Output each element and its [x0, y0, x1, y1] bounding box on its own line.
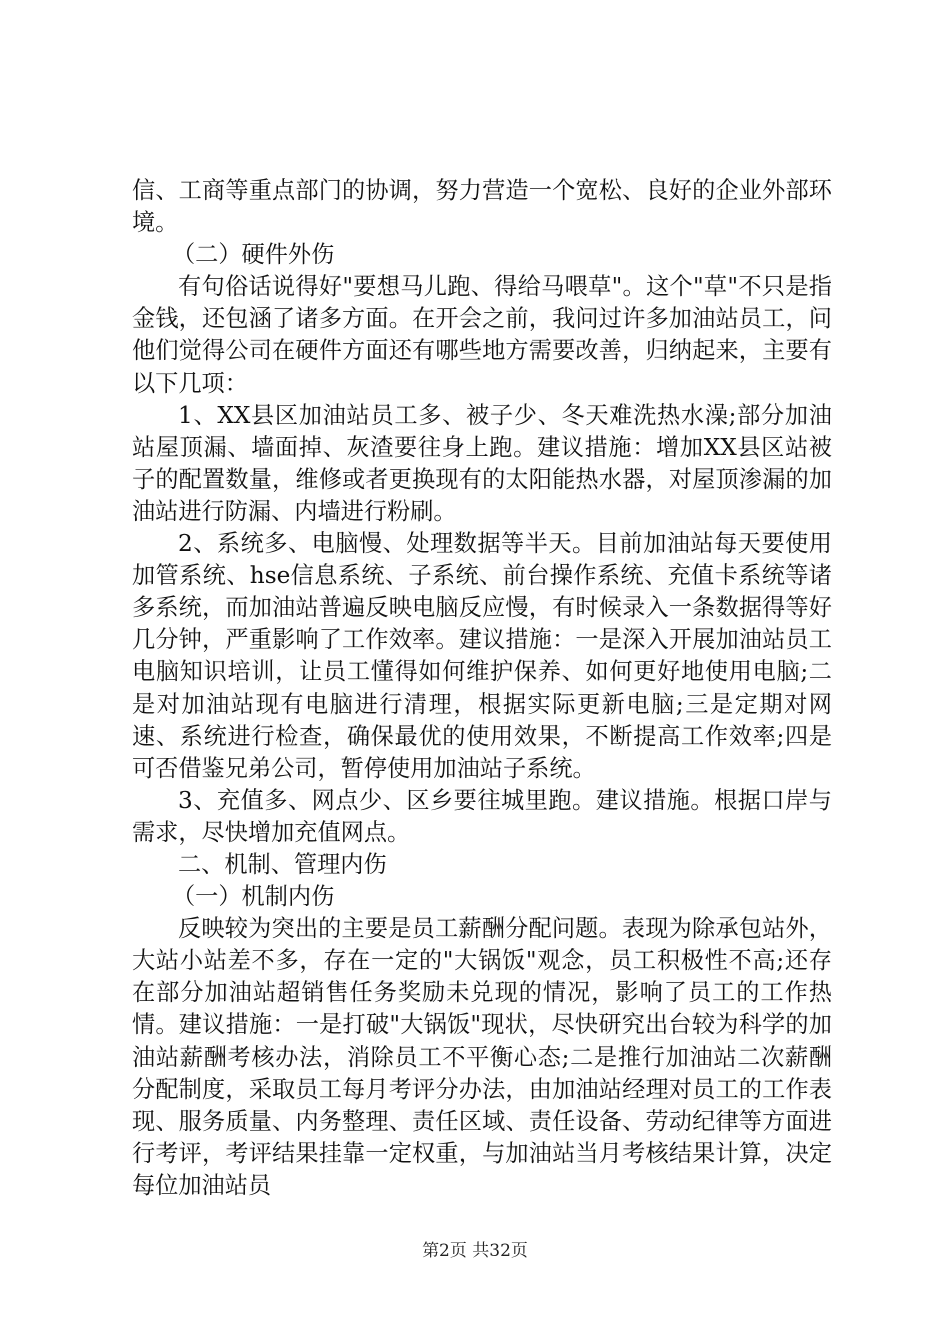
- paragraph-saying: 有句俗话说得好"要想马儿跑、得给马喂草"。这个"草"不只是指金钱，还包涵了诸多方面。在开会之前，我问过许多加油站员工，问他们觉得公司在硬件方面还有哪些地方需要改善，归纳起来，主要有以下几项：: [132, 273, 832, 397]
- paragraph-item-1: 1、XX县区加油站员工多、被子少、冬天难洗热水澡;部分加油站屋顶漏、墙面掉、灰渣要往身上跑。建议措施：增加XX县区站被子的配置数量，维修或者更换现有的太阳能热水器，对屋顶渗漏的加油站进行防漏、内墙进行粉刷。: [132, 401, 832, 525]
- section-heading-hardware: （二）硬件外伤: [172, 241, 335, 269]
- paragraph-item-2: 2、系统多、电脑慢、处理数据等半天。目前加油站每天要使用加管系统、hse信息系统、子系统、前台操作系统、充值卡系统等诸多系统，而加油站普遍反映电脑反应慢，有时候录入一条数据得等好几分钟，严重影响了工作效率。建议措施：一是深入开展加油站员工电脑知识培训，让员工懂得如何维护保养、如何更好地使用电脑;二是对加油站现有电脑进行清理，根据实际更新电脑;三是定期对网速、系统进行检查，确保最优的使用效果，不断提高工作效率;四是可否借鉴兄弟公司，暂停使用加油站子系统。: [132, 530, 832, 782]
- section-heading-mechanism: 二、机制、管理内伤: [178, 850, 387, 878]
- body-text: [132, 175, 832, 1202]
- subsection-heading-mechanism: （一）机制内伤: [172, 883, 335, 911]
- paragraph-salary: 反映较为突出的主要是员工薪酬分配问题。表现为除承包站外，大站小站差不多，存在一定的"大锅饭"观念，员工积极性不高;还存在部分加油站超销售任务奖励未兑现的情况，影响了员工的工作热情。建议措施：一是打破"大锅饭"现状，尽快研究出台较为科学的加油站薪酬考核办法，消除员工不平衡心态;二是推行加油站二次薪酬分配制度，采取员工每月考评分办法，由加油站经理对员工的工作表现、服务质量、内务整理、责任区域、责任设备、劳动纪律等方面进行考评，考评结果挂靠一定权重，与加油站当月考核结果计算，决定每位加油站员: [132, 915, 832, 1199]
- page-number-footer: 第2页 共32页: [422, 1241, 528, 1261]
- paragraph-item-3: 3、充值多、网点少、区乡要往城里跑。建议措施。根据口岸与需求，尽快增加充值网点。: [132, 786, 832, 846]
- paragraph-continued: 信、工商等重点部门的协调，努力营造一个宽松、良好的企业外部环境。: [132, 177, 832, 237]
